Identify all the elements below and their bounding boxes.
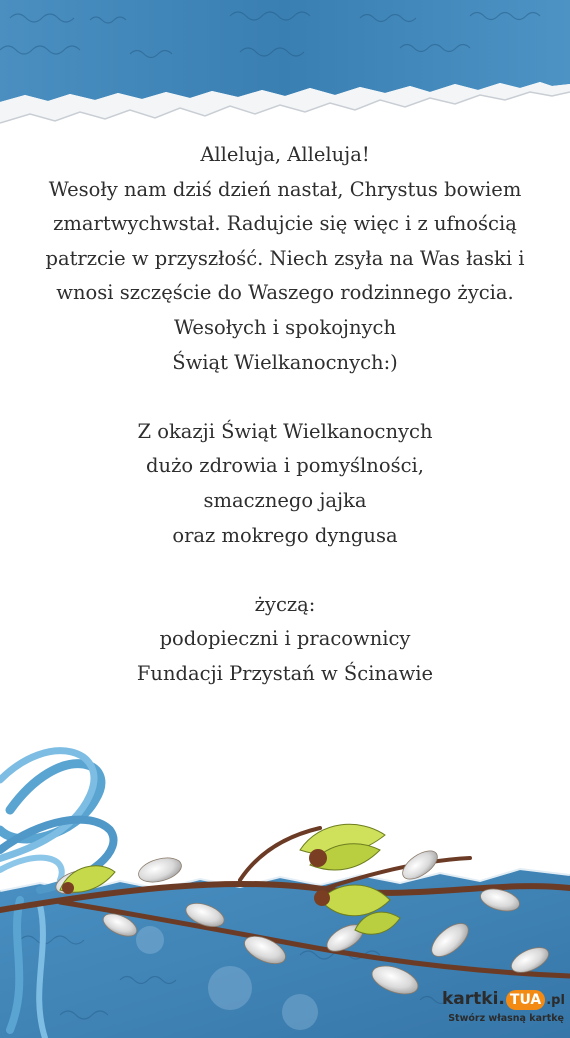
brand-name-suffix: .pl	[546, 993, 565, 1008]
greeting-line: Fundacji Przystań w Ścinawie	[136, 661, 434, 685]
greeting-line: Wesoły nam dziś dzień nastał, Chrystus bowiem	[48, 177, 522, 201]
brand-name-badge: TUA	[506, 990, 545, 1010]
greeting-line: Wesołych i spokojnych	[173, 315, 397, 339]
greeting-line: smacznego jajka	[203, 488, 367, 512]
brand-slogan: Stwórz własną kartkę	[448, 1013, 564, 1024]
greeting-line: wnosi szczęście do Waszego rodzinnego życia.	[56, 281, 514, 305]
brand-logo	[442, 988, 564, 1012]
greeting-line: życzą:	[254, 592, 316, 616]
greeting-line: Z okazji Świąt Wielkanocnych	[137, 419, 433, 443]
greeting-spacer	[20, 553, 550, 588]
greeting-line: zmartwychwstał. Radujcie się więc i z ufnością	[53, 212, 517, 236]
greeting-message	[20, 138, 550, 692]
brand-name-prefix: kartki.	[442, 989, 505, 1009]
greeting-line: dużo zdrowia i pomyślności,	[146, 454, 424, 478]
greeting-line: Alleluja, Alleluja!	[200, 143, 370, 166]
top-torn-paper-strip	[0, 0, 570, 130]
greeting-line: podopieczni i pracownicy	[159, 627, 411, 651]
greeting-spacer	[20, 380, 550, 415]
greeting-line: patrzcie w przyszłość. Niech zsyła na Was łaski i	[45, 246, 525, 270]
greeting-line: Świąt Wielkanocnych:)	[172, 350, 398, 374]
greeting-line: oraz mokrego dyngusa	[172, 523, 398, 547]
brand-badge[interactable]	[442, 988, 564, 1030]
